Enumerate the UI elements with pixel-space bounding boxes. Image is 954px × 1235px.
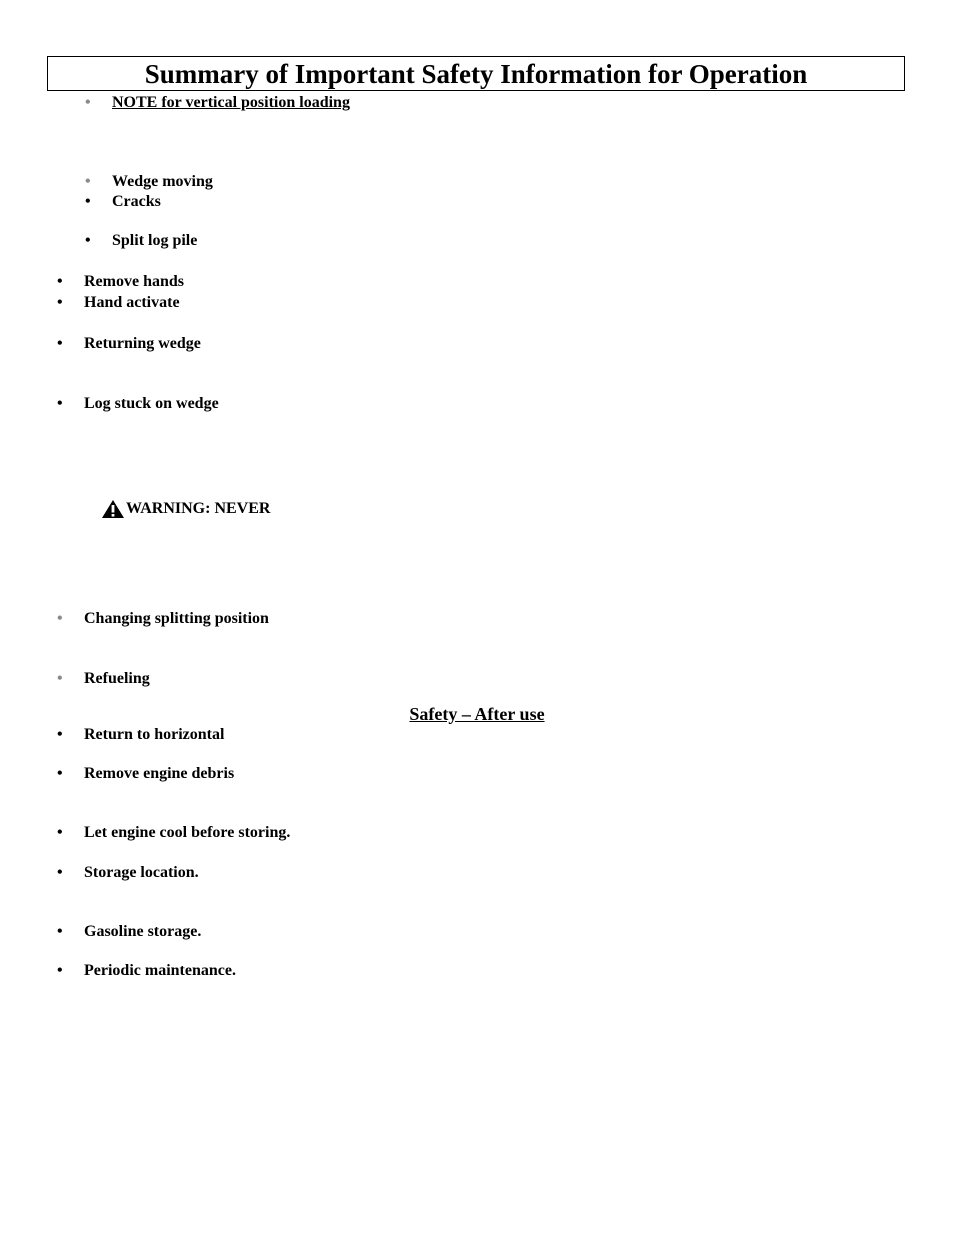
- item-changing-splitting-position: Changing splitting position: [84, 610, 269, 627]
- bullet-icon: •: [57, 294, 63, 311]
- warning-text: WARNING: NEVER: [126, 500, 271, 517]
- bullet-icon: •: [57, 726, 63, 743]
- warning-triangle-icon: [101, 499, 125, 519]
- item-wedge-moving: Wedge moving: [112, 173, 213, 190]
- bullet-icon: •: [85, 232, 91, 249]
- bullet-icon: •: [57, 962, 63, 979]
- bullet-icon: •: [57, 395, 63, 412]
- item-cracks: Cracks: [112, 193, 161, 210]
- item-remove-hands: Remove hands: [84, 273, 185, 290]
- bullet-icon: •: [57, 610, 63, 627]
- bullet-icon: •: [57, 335, 63, 352]
- item-return-to-horizontal: Return to horizontal: [84, 726, 225, 743]
- bullet-icon: •: [57, 670, 63, 687]
- item-gasoline-storage: Gasoline storage.: [84, 923, 202, 940]
- bullet-icon: •: [57, 273, 63, 290]
- section-heading-after-use: Safety – After use: [409, 704, 545, 724]
- bullet-icon: •: [85, 193, 91, 210]
- item-remove-engine-debris: Remove engine debris: [84, 765, 235, 782]
- item-hand-activate: Hand activate: [84, 294, 180, 311]
- item-split-log-pile: Split log pile: [112, 232, 198, 249]
- bullet-icon: •: [85, 173, 91, 190]
- item-refueling: Refueling: [84, 670, 150, 687]
- bullet-icon: •: [57, 824, 63, 841]
- item-vertical-loading-note: NOTE for vertical position loading: [112, 94, 350, 111]
- bullet-icon: •: [57, 923, 63, 940]
- bullet-icon: •: [57, 864, 63, 881]
- item-storage-location: Storage location.: [84, 864, 199, 881]
- item-periodic-maintenance: Periodic maintenance.: [84, 962, 236, 979]
- bullet-icon: •: [85, 94, 91, 111]
- bullet-icon: •: [57, 765, 63, 782]
- warning-notice: [101, 497, 270, 521]
- page-title: Summary of Important Safety Information for Operation: [47, 56, 905, 91]
- item-returning-wedge: Returning wedge: [84, 335, 201, 352]
- item-log-stuck-on-wedge: Log stuck on wedge: [84, 395, 219, 412]
- item-let-engine-cool: Let engine cool before storing.: [84, 824, 291, 841]
